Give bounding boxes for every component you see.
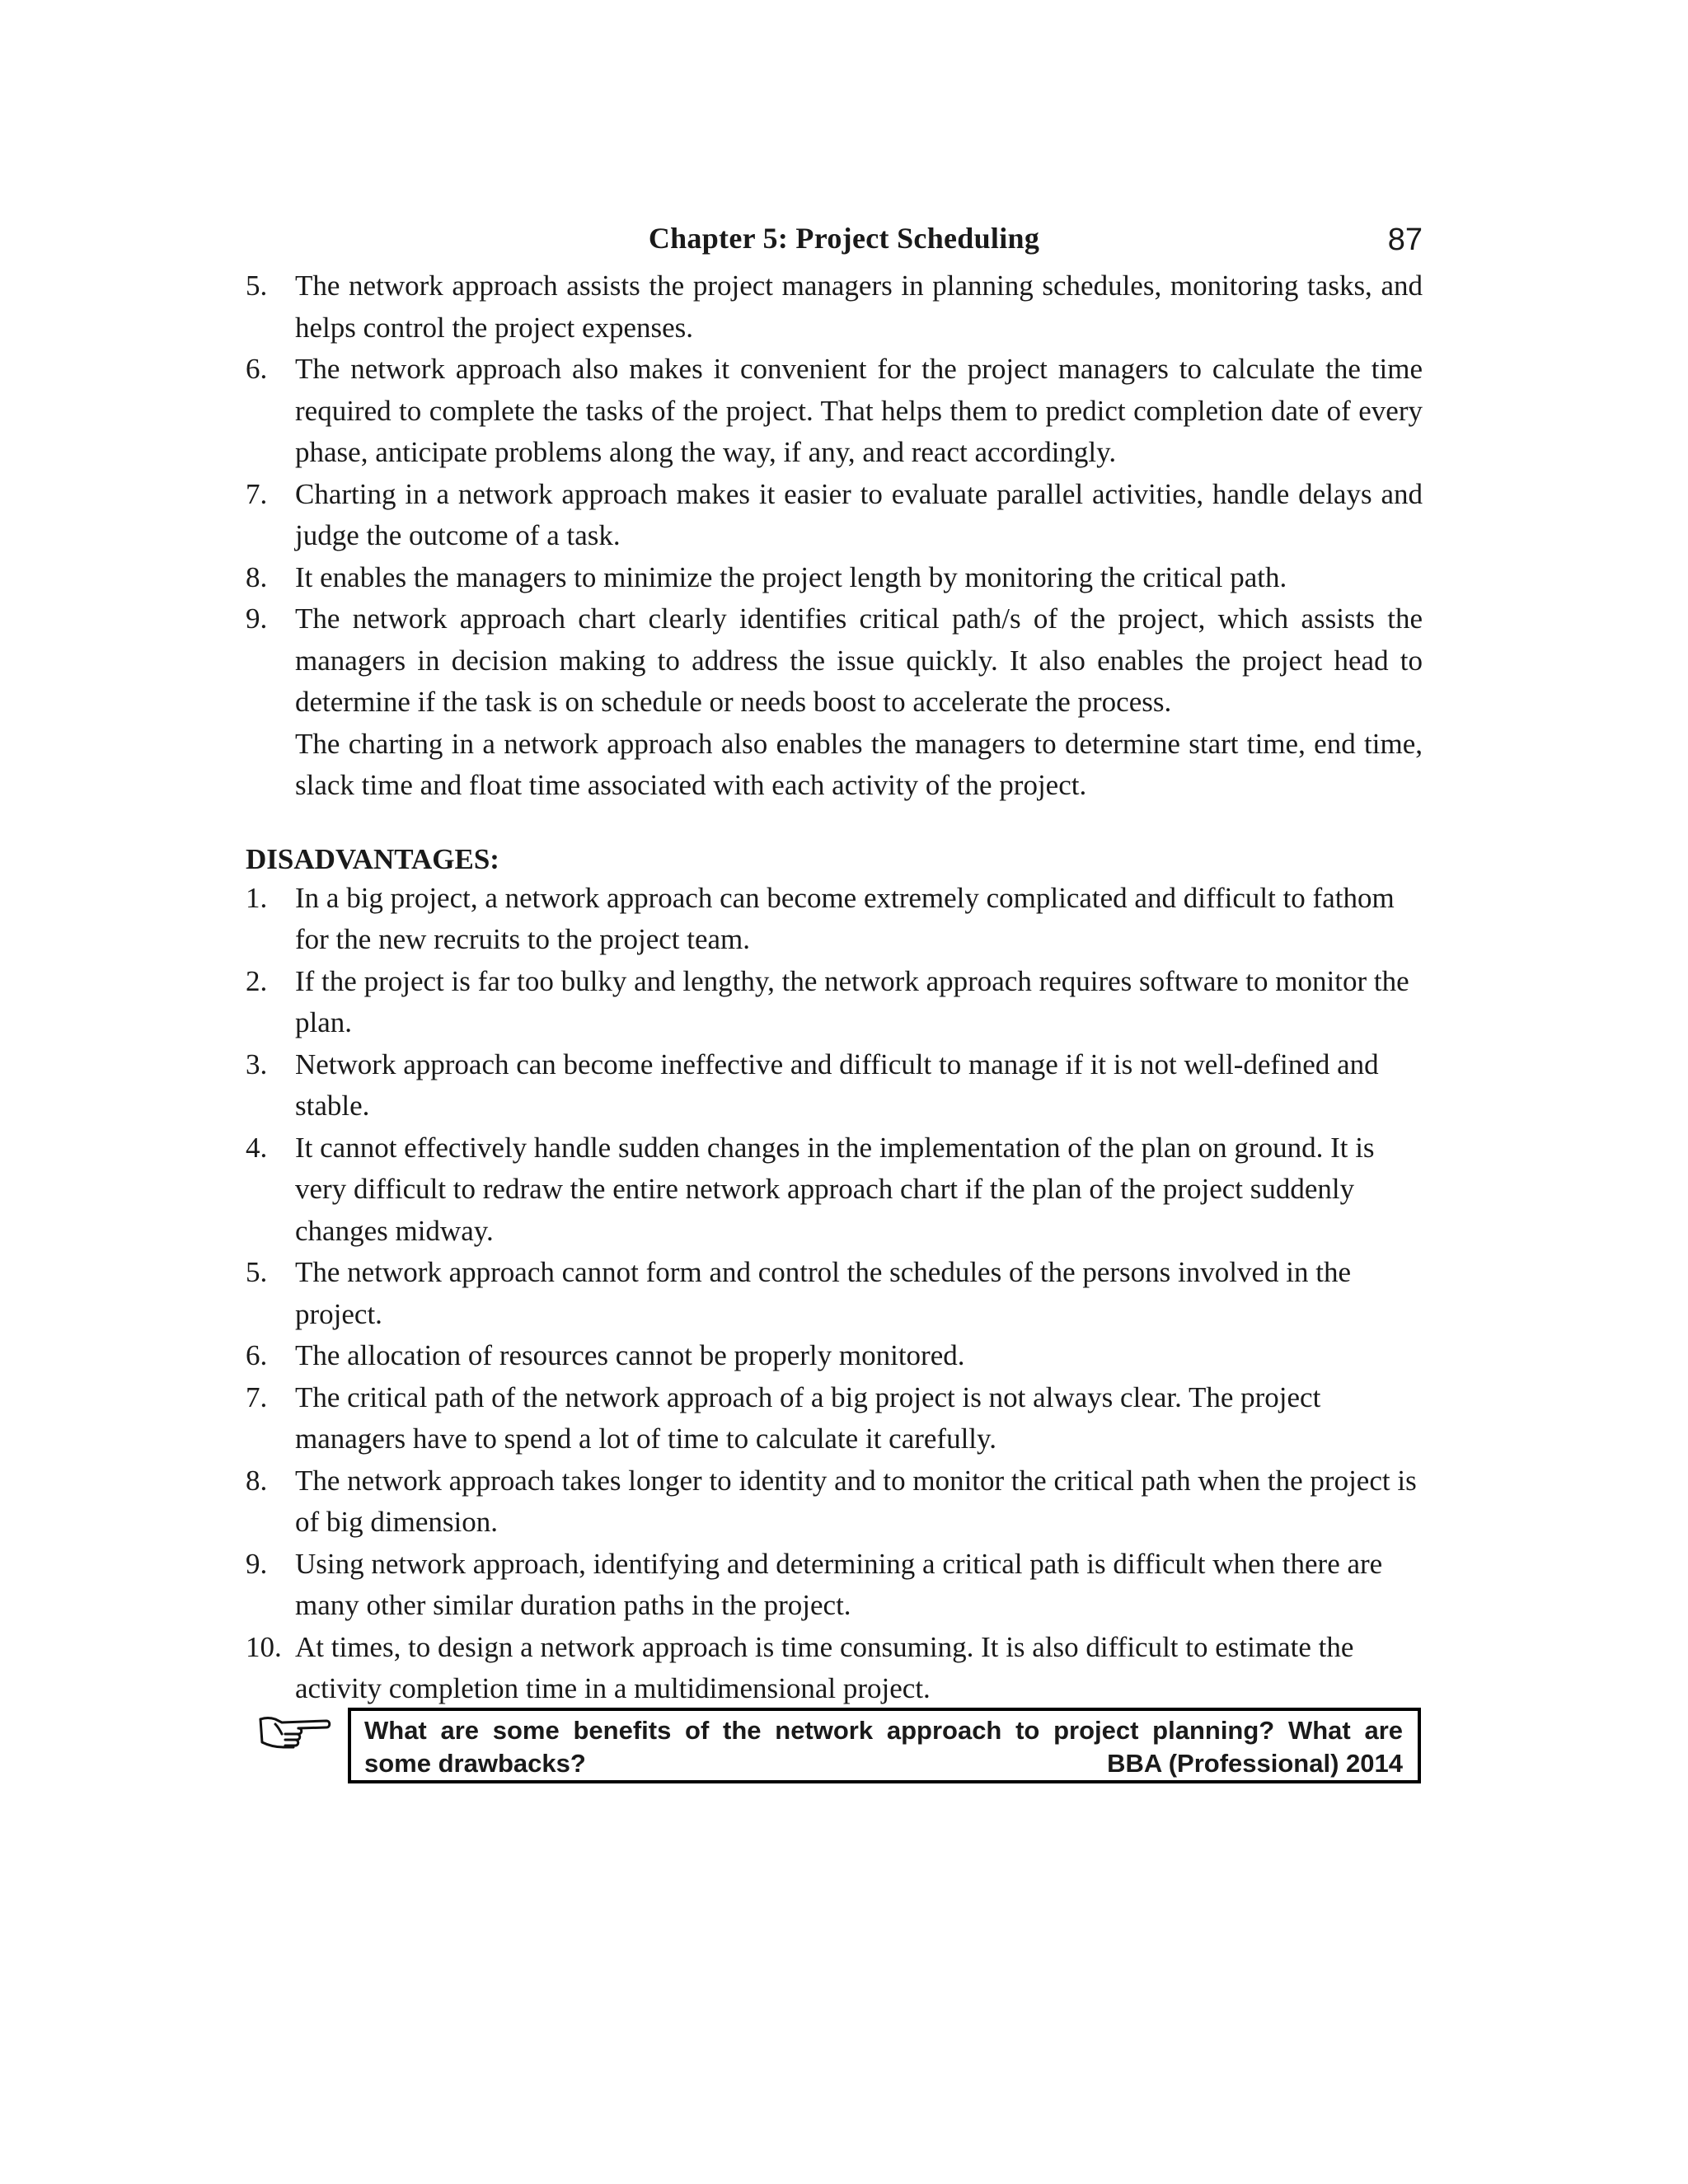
disadvantages-list xyxy=(246,878,1423,1710)
item-number: 2. xyxy=(246,964,268,997)
item-number: 9. xyxy=(246,1547,268,1580)
item-number: 3. xyxy=(246,1047,268,1080)
question-line-2-row xyxy=(364,1747,1403,1780)
item-text: Network approach can become ineffective and difficult to manage if it is not well-defined and stable. xyxy=(295,1047,1379,1122)
advantage-item-7 xyxy=(246,474,1423,557)
advantages-list xyxy=(246,265,1423,724)
exam-question-callout xyxy=(257,1708,1428,1790)
item-number: 5. xyxy=(246,1256,268,1288)
item-number: 5. xyxy=(246,269,268,302)
advantage-item-6 xyxy=(246,349,1423,474)
item-text: Using network approach, identifying and determining a critical path is difficult when there are many other similar duration paths in the project. xyxy=(295,1547,1383,1621)
disadvantage-item-4 xyxy=(246,1127,1423,1253)
page-number: 87 xyxy=(1387,223,1423,257)
disadvantage-item-8 xyxy=(246,1460,1423,1544)
item-text: At times, to design a network approach is time consuming. It is also difficult to estimate the activity completion time in a multidimensional project. xyxy=(295,1630,1354,1704)
question-line-2: some drawbacks? xyxy=(364,1749,586,1778)
advantage-continuation-paragraph: The charting in a network approach also enables the managers to determine start time, end time, slack time and float time associated with each activity of the project. xyxy=(295,727,1423,801)
item-text: The allocation of resources cannot be properly monitored. xyxy=(295,1339,965,1371)
item-text: If the project is far too bulky and lengthy, the network approach requires software to monitor the plan. xyxy=(295,964,1409,1038)
item-number: 6. xyxy=(246,1339,268,1371)
advantage-item-8 xyxy=(246,557,1423,599)
item-number: 6. xyxy=(246,353,268,385)
question-line-1: What are some benefits of the network approach to project planning? What are xyxy=(364,1716,1403,1745)
disadvantage-item-3 xyxy=(246,1044,1423,1127)
advantage-item-9 xyxy=(246,598,1423,724)
item-text: The network approach also makes it convenient for the project managers to calculate the time required to complete the tasks of the project. That helps them to predict completion date of every phase, anticipate problems along the way, if any, and react accordingly. xyxy=(295,353,1423,468)
item-number: 9. xyxy=(246,602,268,635)
item-number: 7. xyxy=(246,1380,268,1413)
advantage-item-5 xyxy=(246,265,1423,349)
disadvantage-item-7 xyxy=(246,1377,1423,1460)
item-text: In a big project, a network approach can become extremely complicated and difficult to fathom for the new recruits to the project team. xyxy=(295,881,1395,955)
disadvantage-item-10 xyxy=(246,1627,1423,1710)
page-content xyxy=(246,265,1423,1710)
chapter-title: Chapter 5: Project Scheduling xyxy=(648,222,1040,255)
item-number: 1. xyxy=(246,881,268,914)
item-text: The network approach assists the project managers in planning schedules, monitoring tasks, and helps control the project expenses. xyxy=(295,269,1423,344)
disadvantage-item-9 xyxy=(246,1544,1423,1627)
disadvantage-item-6 xyxy=(246,1335,1423,1377)
item-text: The network approach cannot form and control the schedules of the persons involved in the project. xyxy=(295,1256,1352,1330)
item-text: It enables the managers to minimize the project length by monitoring the critical path. xyxy=(295,560,1287,593)
item-number: 8. xyxy=(246,1464,268,1497)
disadvantage-item-2 xyxy=(246,961,1423,1044)
item-text: It cannot effectively handle sudden changes in the implementation of the plan on ground. It is very difficult to redraw the entire network approach chart if the plan of the project suddenly changes midway. xyxy=(295,1131,1375,1247)
item-text: The network approach chart clearly identifies critical path/s of the project, which assists the managers in decision making to address the issue quickly. It also enables the project head to determine if the task is on schedule or needs boost to accelerate the process. xyxy=(295,602,1423,718)
exam-question-box xyxy=(348,1708,1421,1783)
disadvantage-item-5 xyxy=(246,1252,1423,1335)
item-text: Charting in a network approach makes it easier to evaluate parallel activities, handle delays and judge the outcome of a task. xyxy=(295,477,1423,551)
running-head xyxy=(0,216,1688,262)
item-number: 7. xyxy=(246,477,268,510)
exam-source: BBA (Professional) 2014 xyxy=(1107,1749,1403,1778)
pointing-hand-icon xyxy=(257,1711,333,1752)
item-number: 8. xyxy=(246,560,268,593)
item-number: 4. xyxy=(246,1131,268,1164)
item-text: The network approach takes longer to identity and to monitor the critical path when the project is of big dimension. xyxy=(295,1464,1417,1538)
item-text: The critical path of the network approach of a big project is not always clear. The project managers have to spend a lot of time to calculate it carefully. xyxy=(295,1380,1321,1455)
item-number: 10. xyxy=(246,1630,282,1663)
disadvantages-heading: DISADVANTAGES: xyxy=(246,842,499,875)
disadvantage-item-1 xyxy=(246,878,1423,961)
